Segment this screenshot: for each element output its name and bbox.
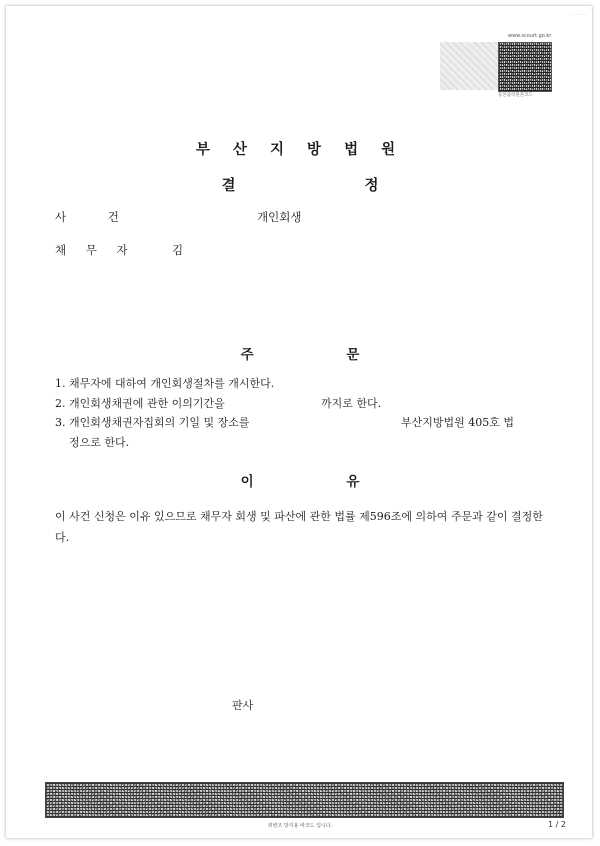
- order-item-2: 2. 개인회생채권에 관한 이의기간을 까지로 한다.: [55, 396, 382, 410]
- order-item-1: 1. 채무자에 대하여 개인회생절차를 개시한다.: [55, 377, 275, 390]
- case-label: 사 건: [55, 210, 119, 224]
- reason-heading: 이 유: [240, 474, 404, 490]
- debtor-label: 채 무 자: [55, 243, 128, 257]
- watermark-pattern: [440, 42, 498, 90]
- reason-text: 이 사건 신청은 이유 있으므로 채무자 회생 및 파산에 관한 법률 제596조에 의하여 주문과 같이 결정한다.: [55, 510, 543, 544]
- page-number: 1 / 2: [548, 820, 566, 829]
- judge-label: 판사: [232, 699, 254, 712]
- site-url: www.scourt.go.kr: [508, 33, 552, 39]
- debtor-value: 김: [172, 243, 184, 257]
- case-value: 개인회생: [257, 210, 302, 224]
- order-item-3-cont: 정으로 한다.: [69, 435, 130, 449]
- order-item-3: 3. 개인회생채권자집회의 기일 및 장소를 부산지방법원 405호 법: [55, 416, 514, 429]
- corner-text: - - - - - -: [570, 12, 586, 17]
- verification-code-caption: 등본출력원본코드: [498, 93, 533, 98]
- order-list: [55, 374, 545, 452]
- order-heading: 주 문: [240, 347, 404, 363]
- barcode-caption: 위변조 방지용 바코드 입니다.: [267, 823, 333, 829]
- document-title: 결 정: [221, 177, 441, 194]
- verification-code-image: [498, 42, 552, 92]
- court-name: 부 산 지 방 법 원: [195, 141, 405, 158]
- anti-forgery-barcode: [45, 782, 564, 818]
